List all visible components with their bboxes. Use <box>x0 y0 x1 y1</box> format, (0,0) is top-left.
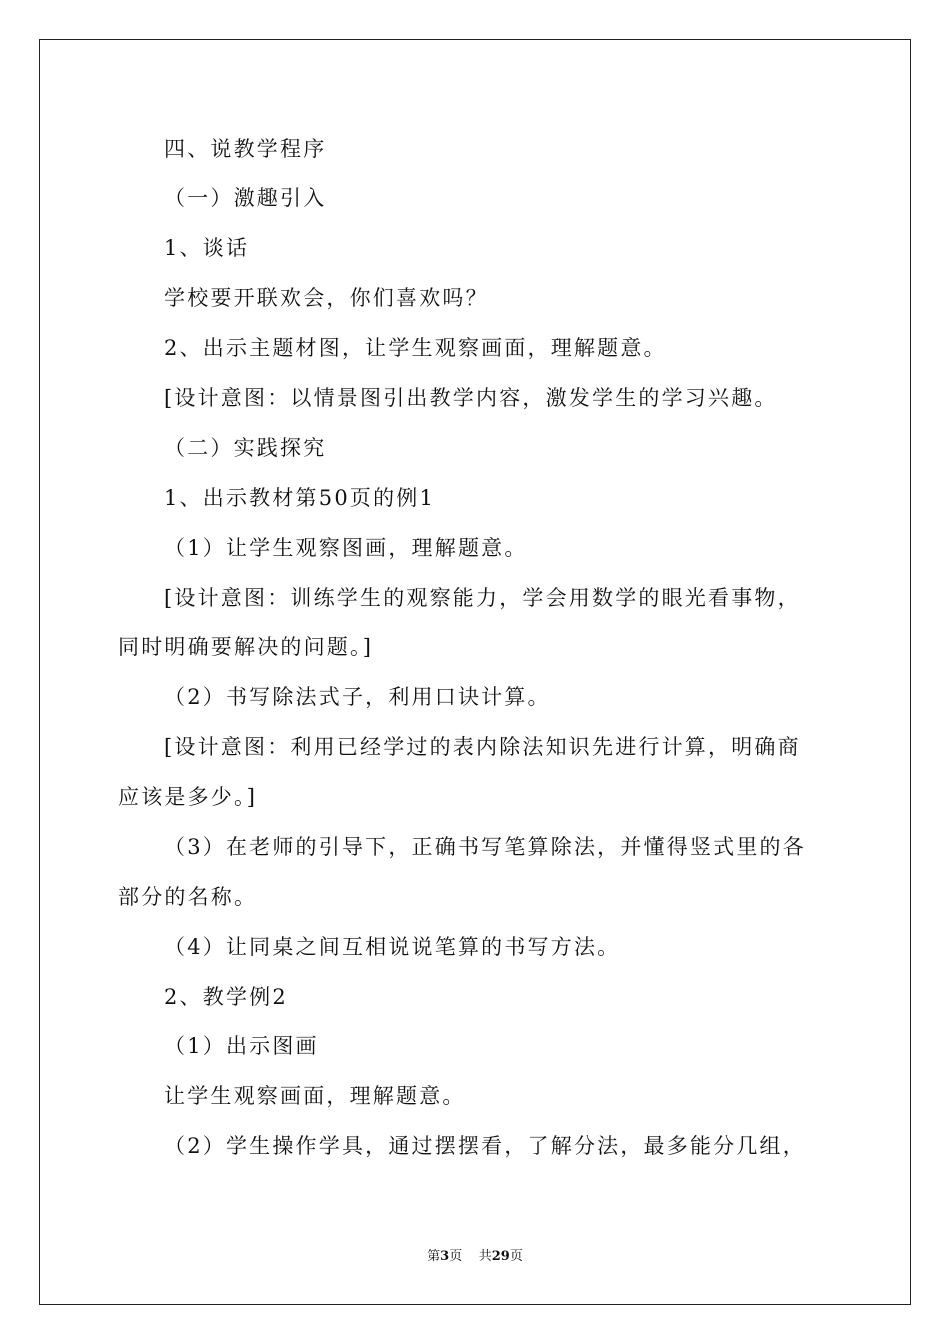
paragraph-line: （二）实践探究 <box>164 436 327 460</box>
paragraph-line: （2）书写除法式子，利用口诀计算。 <box>164 685 551 709</box>
paragraph-line: 1、谈话 <box>164 236 250 260</box>
paragraph-line: 部分的名称。 <box>118 885 258 909</box>
footer-page-number: 3 <box>440 1249 450 1264</box>
paragraph-line: （1）出示图画 <box>164 1034 319 1058</box>
paragraph-line: [设计意图：训练学生的观察能力，学会用数学的眼光看事物， <box>164 586 801 610</box>
footer-total-suffix: 页 <box>509 1249 523 1264</box>
paragraph-line: 1、出示教材第50页的例1 <box>164 486 436 510</box>
paragraph-line: （2）学生操作学具，通过摆摆看，了解分法，最多能分几组， <box>164 1134 806 1158</box>
paragraph-line: 2、出示主题材图，让学生观察画面，理解题意。 <box>164 336 667 360</box>
footer-total-pages: 29 <box>491 1249 510 1264</box>
paragraph-line: （一）激趣引入 <box>164 186 327 210</box>
paragraph-line: [设计意图：以情景图引出教学内容，激发学生的学习兴趣。 <box>164 386 778 410</box>
paragraph-line: 学校要开联欢会，你们喜欢吗？ <box>164 286 489 310</box>
footer-page-suffix: 页 <box>449 1249 463 1264</box>
paragraph-line: 同时明确要解决的问题。] <box>118 635 374 659</box>
paragraph-line: 让学生观察画面，理解题意。 <box>164 1084 466 1108</box>
paragraph-line: （1）让学生观察图画，理解题意。 <box>164 536 528 560</box>
page-footer <box>0 1245 950 1264</box>
paragraph-line: （3）在老师的引导下，正确书写笔算除法，并懂得竖式里的各 <box>164 835 806 859</box>
paragraph-line: [设计意图：利用已经学过的表内除法知识先进行计算，明确商 <box>164 735 801 759</box>
footer-page-prefix: 第 <box>427 1249 441 1264</box>
footer-total-prefix: 共 <box>478 1249 492 1264</box>
paragraph-line: 2、教学例2 <box>164 985 288 1009</box>
paragraph-line: 四、说教学程序 <box>164 137 327 161</box>
page-border <box>39 39 911 1305</box>
paragraph-line: （4）让同桌之间互相说说笔算的书写方法。 <box>164 935 621 959</box>
paragraph-line: 应该是多少。] <box>118 785 258 809</box>
